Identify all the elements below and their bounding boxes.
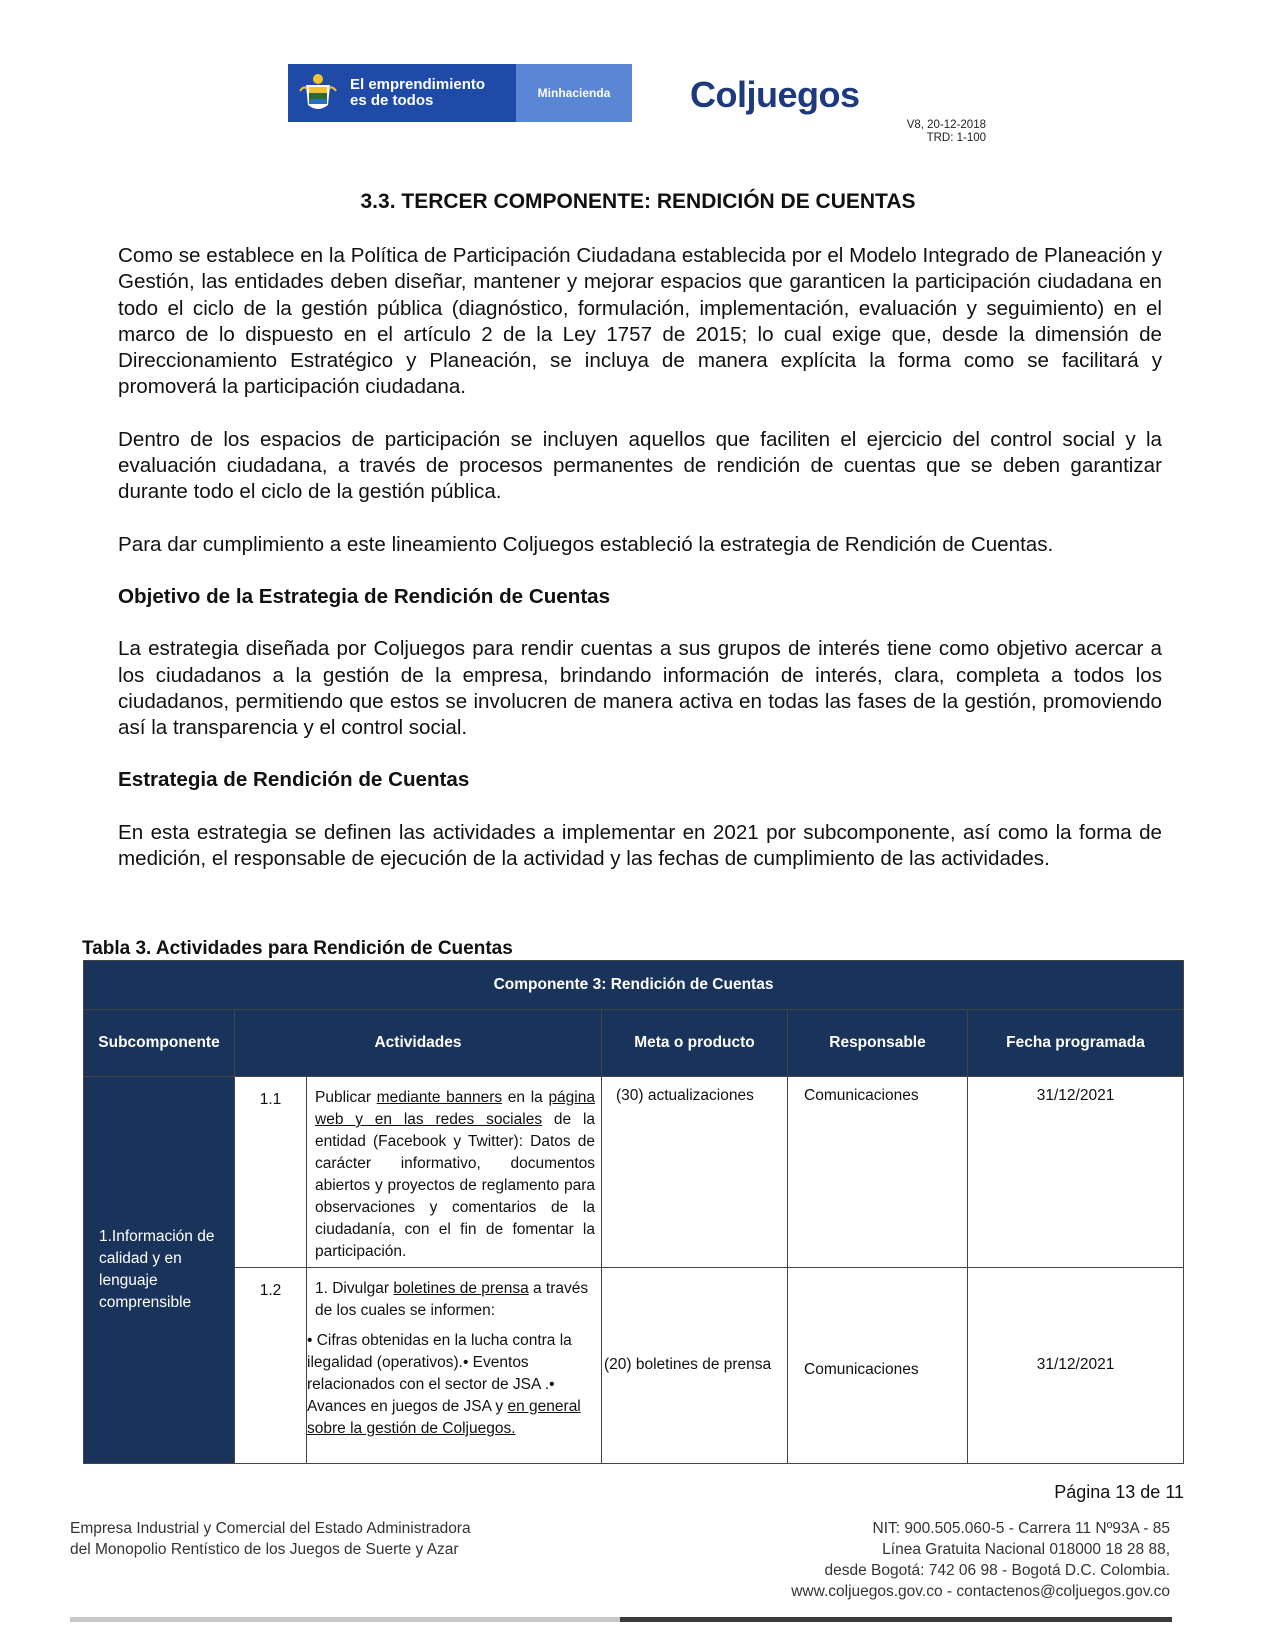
fecha-cell: 31/12/2021 (968, 1268, 1184, 1464)
fecha-cell: 31/12/2021 (968, 1077, 1184, 1268)
document-meta (907, 119, 986, 145)
page-number: Página 13 de 11 (1054, 1482, 1184, 1502)
column-header-meta: Meta o producto (602, 1010, 788, 1077)
activities-table (83, 960, 1184, 1464)
footer-divider (70, 1617, 1172, 1622)
column-header-subcomponente: Subcomponente (84, 1010, 235, 1077)
meta-cell: (30) actualizaciones (602, 1077, 788, 1268)
activity-link-banners: mediante banners (376, 1089, 503, 1106)
ministry-label: Minhacienda (516, 64, 632, 122)
activity-text: Publicar (315, 1089, 377, 1106)
table-caption: Tabla 3. Actividades para Rendición de Cuentas (82, 938, 513, 959)
table-row (84, 1077, 1184, 1268)
footer-company (70, 1518, 471, 1560)
gov-logo-line1: El emprendimiento (350, 76, 486, 93)
paragraph-1: Como se establece en la Política de Participación Ciudadana establecida por el Modelo Integrado de Planeación y Gestión, las entidades deben diseñar, mantener y mejorar espacios que garanticen la participación ciudadana en todo el ciclo de la gestión pública (diagnóstico, formulación, implementación, evaluación y seguimiento) en el marco de lo dispuesto en el artículo 2 de la Ley 1757 de 2015; lo cual exige que, desde la dimensión de Direccionamiento Estratégico y Planeación, se incluya de manera explícita la forma como se facilitará y promoverá la participación ciudadana. (118, 244, 1162, 399)
meta-cell: (20) boletines de prensa (602, 1268, 788, 1464)
activity-link-gestion: en general sobre la gestión de Coljuegos. (307, 1398, 581, 1437)
gov-logo-left (288, 64, 516, 122)
activity-number: 1.2 (235, 1268, 307, 1464)
activity-text: a través de los cuales se informen: (315, 1280, 589, 1319)
brand-name: Coljuegos (690, 74, 860, 115)
table-row (84, 1268, 1184, 1464)
component-header: Componente 3: Rendición de Cuentas (84, 961, 1184, 1010)
activity-description (307, 1268, 602, 1464)
footer-company-line1: Empresa Industrial y Comercial del Estado Administradora (70, 1520, 471, 1537)
heading-objetivo: Objetivo de la Estrategia de Rendición de Cuentas (118, 584, 611, 608)
column-header-fecha: Fecha programada (968, 1010, 1184, 1077)
activity-text: de la entidad (Facebook y Twitter): Datos de carácter informativo, documentos abiertos y proyectos de reglamento para observaciones y comentarios de la ciudadanía, con el fin de fomentar la participación. (315, 1111, 596, 1260)
paragraph-2: Dentro de los espacios de participación se incluyen aquellos que faciliten el ejercicio del control social y la evaluación ciudadana, a través de procesos permanentes de rendición de cuentas que se deben garantizar durante todo el ciclo de la gestión pública. (118, 427, 1162, 504)
activity-link-boletines: boletines de prensa (393, 1280, 529, 1297)
footer-phone-bogota: desde Bogotá: 742 06 98 - Bogotá D.C. Colombia. (824, 1562, 1170, 1579)
version-text: V8, 20-12-2018 (906, 119, 986, 131)
gov-logo-line2: es de todos (350, 92, 434, 109)
responsable-cell: Comunicaciones (788, 1268, 968, 1464)
paragraph-3: Para dar cumplimiento a este lineamiento Coljuegos estableció la estrategia de Rendición de Cuentas. (118, 532, 1054, 556)
footer-contact (791, 1518, 1170, 1602)
activity-text: 1. Divulgar (315, 1280, 394, 1297)
activity-text: en la (502, 1089, 549, 1106)
footer-nit: NIT: 900.505.060-5 - Carrera 11 Nº93A - 85 (872, 1520, 1170, 1537)
subcomponent-cell: 1.Información de calidad y en lenguaje comprensible (84, 1077, 235, 1464)
activity-description (307, 1077, 602, 1268)
coljuegos-logo (690, 72, 890, 118)
paragraph-4: La estrategia diseñada por Coljuegos para rendir cuentas a sus grupos de interés tiene como objetivo acercar a los ciudadanos a la gestión de la empresa, brindando información de interés, clara, completa a todos los ciudadanos, permitiendo que estos se involucren de manera activa en todas las fases de la gestión, promoviendo así la transparencia y el control social. (118, 637, 1162, 740)
column-header-responsable: Responsable (788, 1010, 968, 1077)
body-content (118, 243, 1162, 898)
paragraph-5: En esta estrategia se definen las actividades a implementar en 2021 por subcomponente, así como la forma de medición, el responsable de ejecución de la actividad y las fechas de cumplimiento de las actividades. (118, 820, 1162, 871)
activity-bullets: • Cifras obtenidas en la lucha contra la ilegalidad (operativos).• Eventos relacionados con el sector de JSA .• Avances en juegos de JSA y (307, 1332, 572, 1415)
section-title: 3.3. TERCER COMPONENTE: RENDICIÓN DE CUENTAS (360, 190, 916, 213)
footer-web-email[interactable]: www.coljuegos.gov.co - contactenos@coljuegos.gov.co (791, 1583, 1170, 1600)
colombia-seal-icon (298, 71, 338, 115)
activity-number: 1.1 (235, 1077, 307, 1268)
heading-estrategia: Estrategia de Rendición de Cuentas (118, 768, 470, 792)
responsable-cell: Comunicaciones (788, 1077, 968, 1268)
activity-link-web: página web y en las redes sociales (315, 1089, 595, 1128)
trd-text: TRD: 1-100 (926, 132, 986, 144)
footer-phone-national: Línea Gratuita Nacional 018000 18 28 88, (882, 1541, 1170, 1558)
column-header-actividades: Actividades (235, 1010, 602, 1077)
government-logo (288, 64, 632, 122)
footer-company-line2: del Monopolio Rentístico de los Juegos de Suerte y Azar (70, 1541, 459, 1558)
